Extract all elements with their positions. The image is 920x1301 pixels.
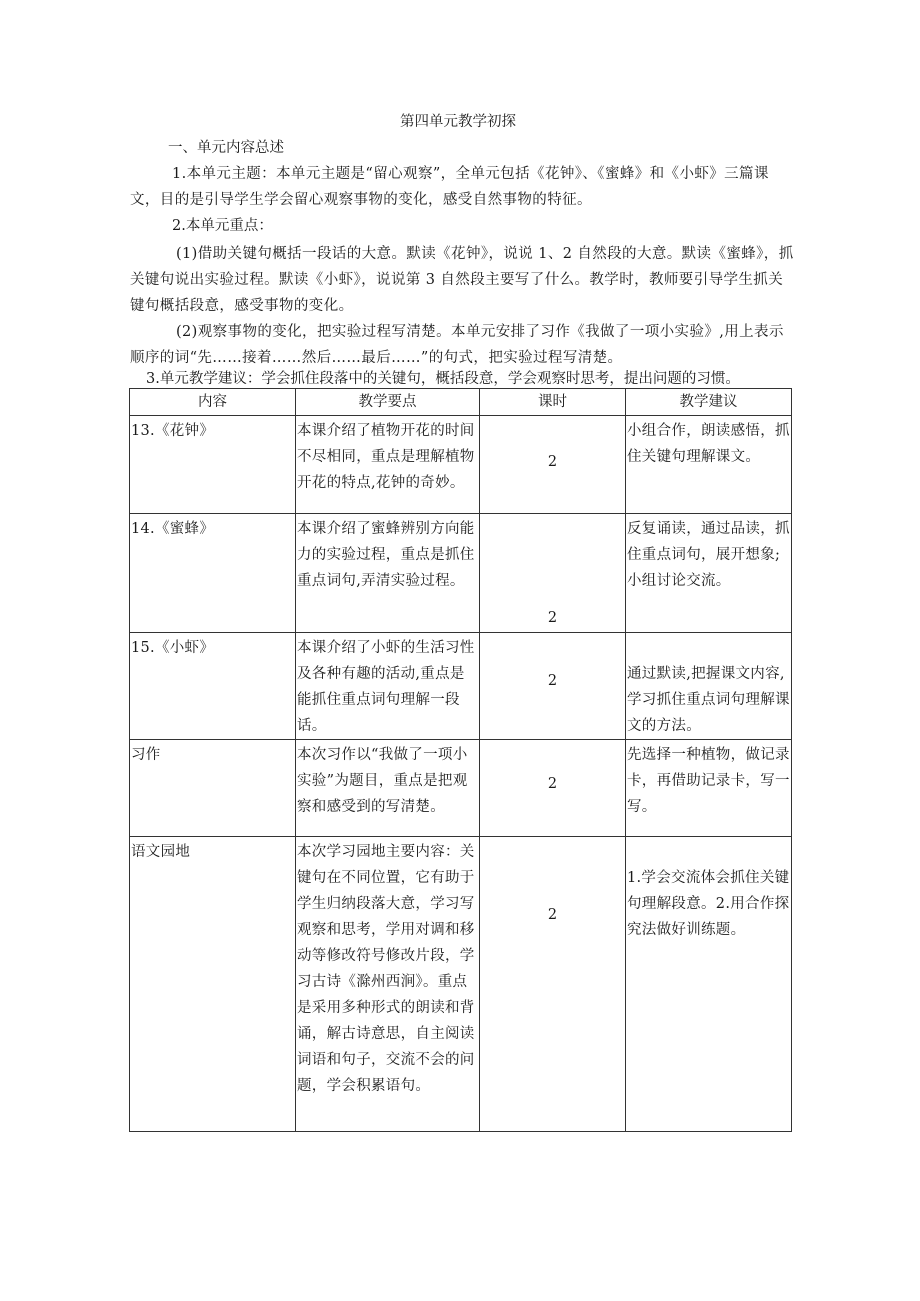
row-content: 语文园地 xyxy=(130,837,296,1132)
paragraph-focus-2: (2)观察事物的变化，把实验过程写清楚。本单元安排了习作《我做了一项小实验》,用上表示顺序的词“先……接着……然后……最后……”的句式，把实验过程写清楚。 xyxy=(130,324,784,366)
row-points: 本次习作以“我做了一项小实验”为题目，重点是把观察和感受到的写清楚。 xyxy=(296,740,480,837)
paragraph-focus-1: (1)借助关键句概括一段话的大意。默读《花钟》，说说 1、2 自然段的大意。默读《蜜蜂》，抓关键句说出实验过程。默读《小虾》，说说第 3 自然段主要写了什么。教学时，教师要引导学生抓关键句概括段意，感受事物的变化。 xyxy=(130,246,794,314)
table-row xyxy=(130,740,792,837)
row-hours: 2 xyxy=(480,416,626,514)
row-content: 习作 xyxy=(130,740,296,837)
header-hours: 课时 xyxy=(480,389,626,416)
row-advice: 小组合作，朗读感悟，抓住关键句理解课文。 xyxy=(626,416,792,514)
table-row xyxy=(130,633,792,740)
row-hours: 2 xyxy=(480,837,626,1132)
row-points: 本课介绍了植物开花的时间不尽相同，重点是理解植物开花的特点,花钟的奇妙。 xyxy=(296,416,480,514)
table-row xyxy=(130,416,792,514)
row-points: 本次学习园地主要内容：关键句在不同位置，它有助于学生归纳段落大意，学习写观察和思考，学用对调和移动等修改符号修改片段，学习古诗《滁州西涧》。重点是采用多种形式的朗读和背诵，解古诗意思，自主阅读词语和句子，交流不会的问题，学会积累语句。 xyxy=(296,837,480,1132)
row-advice: 反复诵读，通过品读，抓住重点词句，展开想象;小组讨论交流。 xyxy=(626,514,792,633)
row-advice: 先选择一种植物，做记录卡，再借助记录卡，写一写。 xyxy=(626,740,792,837)
row-advice: 1.学会交流体会抓住关键句理解段意。2.用合作探究法做好训练题。 xyxy=(626,837,792,1132)
header-content: 内容 xyxy=(130,389,296,416)
table-header-row xyxy=(130,389,792,416)
row-points: 本课介绍了蜜蜂辨别方向能力的实验过程，重点是抓住重点词句,弄清实验过程。 xyxy=(296,514,480,633)
row-content: 14.《蜜蜂》 xyxy=(130,514,296,633)
header-points: 教学要点 xyxy=(296,389,480,416)
row-points: 本课介绍了小虾的生活习性及各种有趣的活动,重点是能抓住重点词句理解一段话。 xyxy=(296,633,480,740)
row-hours: 2 xyxy=(480,633,626,740)
table-row xyxy=(130,514,792,633)
row-content: 15.《小虾》 xyxy=(130,633,296,740)
paragraph-focus-heading: 2.本单元重点： xyxy=(172,218,273,234)
page-title: 第四单元教学初探 xyxy=(400,114,516,130)
paragraph-suggestion: 3.单元教学建议：学会抓住段落中的关键句，概括段意，学会观察时思考，提出问题的习惯。 xyxy=(146,371,740,387)
header-advice: 教学建议 xyxy=(626,389,792,416)
row-hours: 2 xyxy=(480,740,626,837)
row-content: 13.《花钟》 xyxy=(130,416,296,514)
row-advice: 通过默读,把握课文内容,学习抓住重点词句理解课文的方法。 xyxy=(626,633,792,740)
table-row xyxy=(130,837,792,1132)
row-hours: 2 xyxy=(480,514,626,633)
paragraph-theme: 1.本单元主题：本单元主题是“留心观察”，全单元包括《花钟》、《蜜蜂》和《小虾》三篇课文，目的是引导学生学会留心观察事物的变化，感受自然事物的特征。 xyxy=(130,166,769,208)
section-heading: 一、单元内容总述 xyxy=(168,140,284,156)
teaching-plan-table xyxy=(129,388,792,1132)
